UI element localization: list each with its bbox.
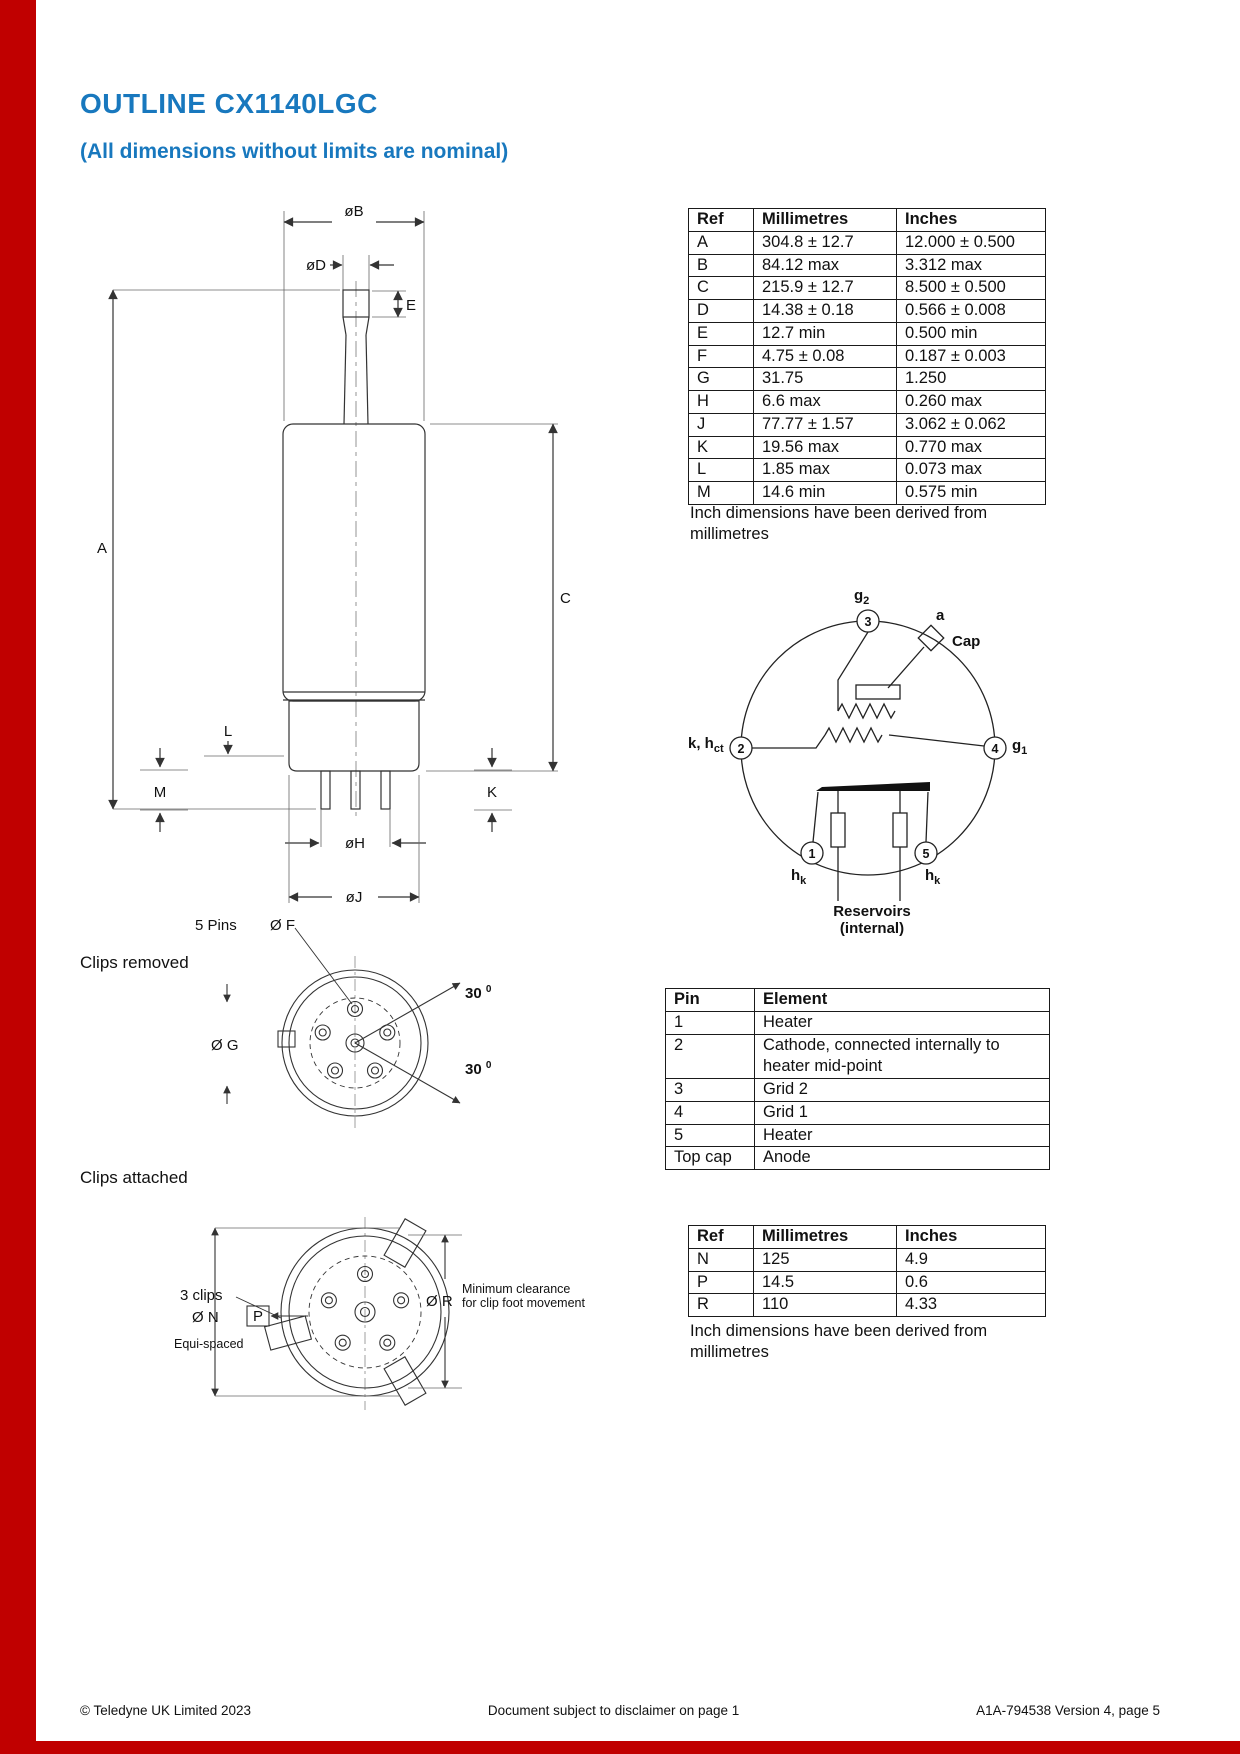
table-cell: 14.38 ± 0.18 xyxy=(754,300,897,323)
label-dia-g: Ø G xyxy=(211,1037,239,1054)
table-cell: 1.250 xyxy=(897,368,1046,391)
table-cell: L xyxy=(689,459,754,482)
table-cell: 3 xyxy=(666,1079,755,1102)
table-cell: 4.9 xyxy=(897,1248,1046,1271)
label-dia-r: Ø R xyxy=(426,1293,453,1310)
dim-label-m: M xyxy=(153,784,167,801)
table-cell: 14.5 xyxy=(754,1271,897,1294)
table-row xyxy=(689,368,1046,391)
tube-outline-drawing xyxy=(80,195,580,925)
clips-attached-drawing xyxy=(150,1205,630,1425)
table-cell: 12.7 min xyxy=(754,322,897,345)
table-row xyxy=(689,1271,1046,1294)
inch-derivation-note-2: Inch dimensions have been derived from millimetres xyxy=(690,1322,988,1362)
label-hk-left: $h_k$ xyxy=(791,867,807,887)
label-angle-30-bottom: 30 $^0$ xyxy=(465,1060,492,1078)
column-header: Ref xyxy=(689,1226,754,1249)
table-cell: 14.6 min xyxy=(754,482,897,505)
table-row xyxy=(689,345,1046,368)
dim-label-a: A xyxy=(96,540,107,557)
footer-doc-number: A1A-794538 Version 4, page 5 xyxy=(976,1703,1160,1718)
base-view-clips-removed xyxy=(175,898,595,1133)
label-k-hct: k, $h_{ct}$ xyxy=(688,735,724,755)
dim-label-h: øH xyxy=(345,835,365,852)
label-hk-right: $h_k$ xyxy=(925,867,941,887)
pin-number-4: 4 xyxy=(991,742,999,756)
label-reservoirs-line1: Reservoirs xyxy=(833,903,911,920)
column-header: Inches xyxy=(897,1226,1046,1249)
table-row xyxy=(689,1248,1046,1271)
pin-schematic-diagram xyxy=(688,585,1108,955)
pin-element-table xyxy=(665,988,1050,1170)
label-reservoirs xyxy=(812,903,932,938)
table-cell: 4 xyxy=(666,1101,755,1124)
table-cell: 31.75 xyxy=(754,368,897,391)
label-g1: $g_1$ xyxy=(1012,737,1028,757)
pin-number-2: 2 xyxy=(737,742,745,756)
dim-label-b: øB xyxy=(344,203,364,220)
dim-label-c: C xyxy=(560,590,571,607)
label-5-pins: 5 Pins xyxy=(195,917,237,934)
table-cell: A xyxy=(689,231,754,254)
dim-label-l: L xyxy=(223,723,233,740)
table-row xyxy=(689,322,1046,345)
table-row xyxy=(689,482,1046,505)
table-cell: G xyxy=(689,368,754,391)
label-angle-30-top: 30 $^0$ xyxy=(465,984,492,1002)
table-cell: K xyxy=(689,436,754,459)
column-header: Ref xyxy=(689,209,754,232)
table-cell: 4.75 ± 0.08 xyxy=(754,345,897,368)
label-3-clips: 3 clips xyxy=(180,1287,223,1304)
table-cell: D xyxy=(689,300,754,323)
table-row xyxy=(689,254,1046,277)
dim-label-e: E xyxy=(406,297,417,314)
table-cell: Grid 2 xyxy=(755,1079,1050,1102)
column-header: Millimetres xyxy=(754,1226,897,1249)
page-footer xyxy=(80,1703,1160,1718)
table-cell: 4.33 xyxy=(897,1294,1046,1317)
table-row xyxy=(689,436,1046,459)
table-cell: 77.77 ± 1.57 xyxy=(754,413,897,436)
column-header: Pin xyxy=(666,989,755,1012)
label-equi-spaced: Equi-spaced xyxy=(174,1337,244,1351)
table-cell: N xyxy=(689,1248,754,1271)
table-cell: 2 xyxy=(666,1034,755,1079)
footer-disclaimer: Document subject to disclaimer on page 1 xyxy=(487,1703,740,1718)
table-cell: Cathode, connected internally to heater mid-point xyxy=(755,1034,1050,1079)
table-row xyxy=(666,1034,1050,1079)
table-cell: 110 xyxy=(754,1294,897,1317)
table-cell: 12.000 ± 0.500 xyxy=(897,231,1046,254)
table-cell: 125 xyxy=(754,1248,897,1271)
clip-dimension-table xyxy=(688,1225,1046,1317)
label-dia-n: Ø N xyxy=(192,1309,219,1326)
section-clips-removed: Clips removed xyxy=(80,953,189,972)
clips-attached-view xyxy=(150,1205,630,1425)
column-header: Element xyxy=(755,989,1050,1012)
table-cell: 0.770 max xyxy=(897,436,1046,459)
table-cell: 0.260 max xyxy=(897,391,1046,414)
table-header-row xyxy=(689,1226,1046,1249)
table-row xyxy=(689,1294,1046,1317)
page-title: OUTLINE CX1140LGC xyxy=(80,88,378,119)
page-subtitle: (All dimensions without limits are nominal) xyxy=(80,140,509,163)
table-row xyxy=(666,1079,1050,1102)
section-clips-attached: Clips attached xyxy=(80,1168,188,1187)
schematic-drawing xyxy=(688,585,1108,955)
pin-number-5: 5 xyxy=(922,847,930,861)
table-cell: Heater xyxy=(755,1011,1050,1034)
label-reservoirs-line2: (internal) xyxy=(839,920,905,938)
table-cell: Grid 1 xyxy=(755,1101,1050,1124)
table-cell: 215.9 ± 12.7 xyxy=(754,277,897,300)
label-min-clearance-1: Minimum clearance xyxy=(462,1282,571,1296)
table-cell: 0.500 min xyxy=(897,322,1046,345)
table-row xyxy=(689,413,1046,436)
table-cell: P xyxy=(689,1271,754,1294)
table-cell: E xyxy=(689,322,754,345)
table-cell: H xyxy=(689,391,754,414)
table-cell: 8.500 ± 0.500 xyxy=(897,277,1046,300)
label-dia-f: Ø F xyxy=(270,917,295,934)
table-row xyxy=(666,1124,1050,1147)
dim-label-k: K xyxy=(486,784,498,801)
table-cell: 84.12 max xyxy=(754,254,897,277)
table-cell: R xyxy=(689,1294,754,1317)
dimension-table xyxy=(688,208,1046,505)
table-row xyxy=(666,1011,1050,1034)
table-header-row xyxy=(689,209,1046,232)
column-header: Inches xyxy=(897,209,1046,232)
table-row xyxy=(666,1147,1050,1170)
table-cell: Top cap xyxy=(666,1147,755,1170)
inch-derivation-note: Inch dimensions have been derived from millimetres xyxy=(690,504,988,544)
label-cap: Cap xyxy=(952,633,981,650)
label-anode-a: a xyxy=(936,607,945,624)
table-cell: 0.566 ± 0.008 xyxy=(897,300,1046,323)
table-cell: 0.073 max xyxy=(897,459,1046,482)
table-cell: 1 xyxy=(666,1011,755,1034)
table-row xyxy=(689,300,1046,323)
pin-number-3: 3 xyxy=(864,615,872,629)
left-accent-bar xyxy=(0,0,36,1754)
table-cell: 0.6 xyxy=(897,1271,1046,1294)
table-cell: J xyxy=(689,413,754,436)
table-cell: 0.575 min xyxy=(897,482,1046,505)
table-cell: M xyxy=(689,482,754,505)
dim-label-j: øJ xyxy=(345,889,363,906)
table-cell: 3.312 max xyxy=(897,254,1046,277)
base-view-drawing xyxy=(175,898,595,1133)
table-row xyxy=(689,391,1046,414)
table-cell: C xyxy=(689,277,754,300)
pin-number-1: 1 xyxy=(808,847,816,861)
table-cell: Heater xyxy=(755,1124,1050,1147)
table-cell: Anode xyxy=(755,1147,1050,1170)
table-cell: B xyxy=(689,254,754,277)
footer-copyright: © Teledyne UK Limited 2023 xyxy=(80,1703,252,1718)
label-g2: $g_2$ xyxy=(854,587,870,607)
bottom-accent-bar xyxy=(0,1741,1240,1754)
table-row xyxy=(689,277,1046,300)
table-cell: 1.85 max xyxy=(754,459,897,482)
table-cell: 304.8 ± 12.7 xyxy=(754,231,897,254)
table-cell: 5 xyxy=(666,1124,755,1147)
table-header-row xyxy=(666,989,1050,1012)
label-min-clearance-2: for clip foot movement xyxy=(462,1296,585,1310)
table-cell: 0.187 ± 0.003 xyxy=(897,345,1046,368)
label-p: P xyxy=(252,1308,264,1325)
column-header: Millimetres xyxy=(754,209,897,232)
table-cell: 6.6 max xyxy=(754,391,897,414)
table-row xyxy=(666,1101,1050,1124)
dim-label-d: øD xyxy=(306,257,326,274)
table-row xyxy=(689,459,1046,482)
table-cell: F xyxy=(689,345,754,368)
table-row xyxy=(689,231,1046,254)
table-cell: 19.56 max xyxy=(754,436,897,459)
table-cell: 3.062 ± 0.062 xyxy=(897,413,1046,436)
